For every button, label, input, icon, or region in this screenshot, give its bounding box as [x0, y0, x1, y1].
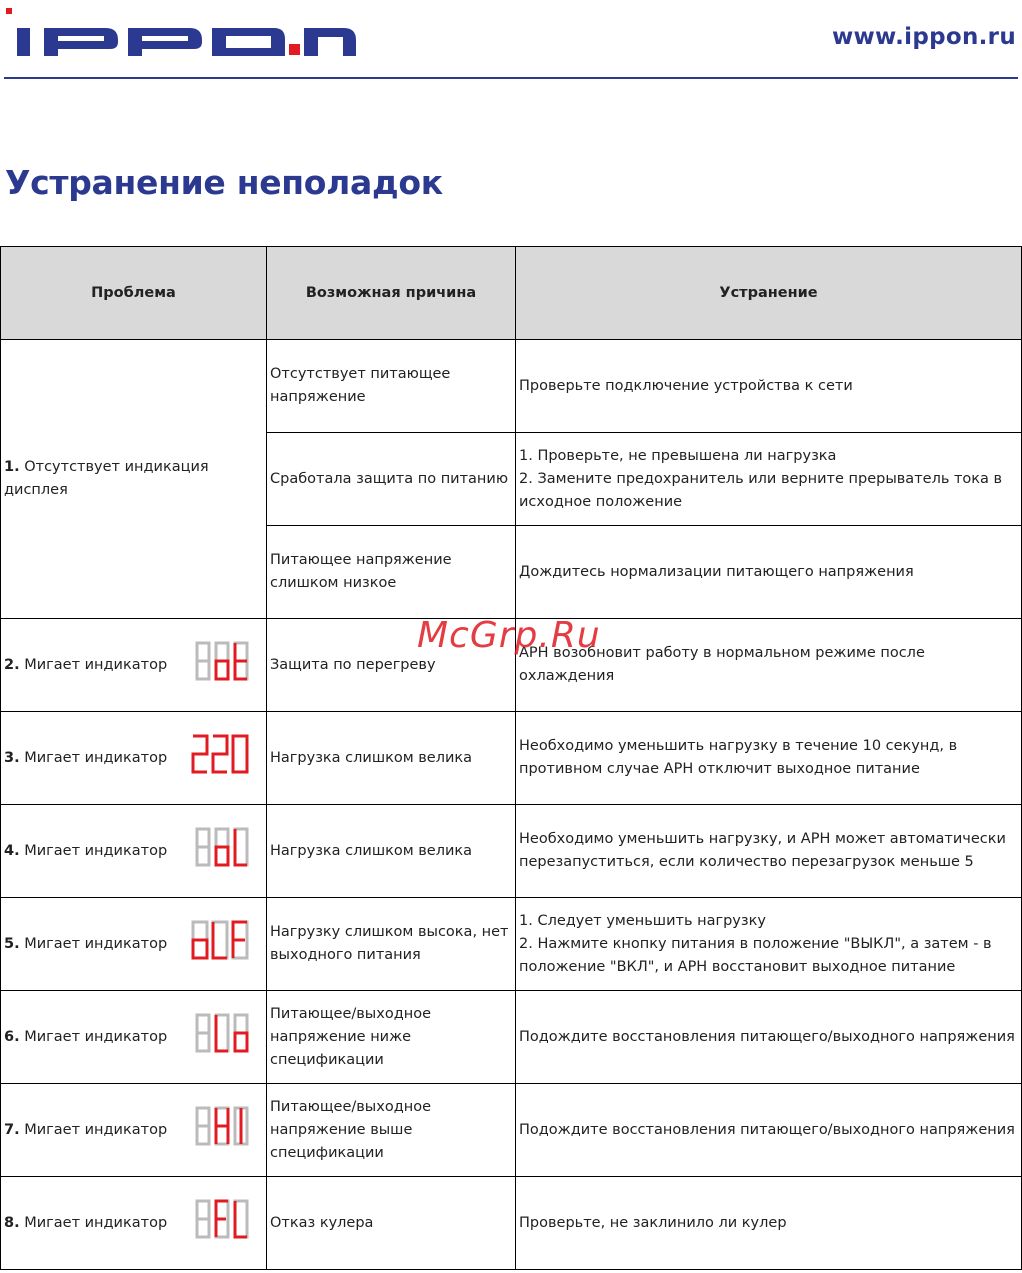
cause-cell: Защита по перегреву	[267, 619, 516, 712]
fix-line: 2. Замените предохранитель или верните прерыватель тока в исходное положение	[519, 470, 1003, 510]
website-link[interactable]: www.ippon.ru	[831, 24, 1016, 50]
problem-cell	[1, 1084, 267, 1177]
problem-number: 7.	[4, 1121, 20, 1138]
problem-cell	[1, 340, 267, 619]
problem-text: Мигает индикатор	[24, 935, 168, 952]
cause-cell: Отказ кулера	[267, 1177, 516, 1270]
cause-cell: Питающее/выходное напряжение ниже спецификации	[267, 991, 516, 1084]
cause-cell: Питающее/выходное напряжение выше спецификации	[267, 1084, 516, 1177]
fix-cell	[516, 898, 1022, 991]
fix-line: Необходимо уменьшить нагрузку в течение 10 секунд, в противном случае АРН отключит выходное питание	[519, 738, 958, 777]
display-indicator-220	[190, 733, 252, 783]
ippon-logo	[6, 8, 356, 62]
problem-number: 5.	[4, 935, 20, 952]
table-row	[1, 805, 1022, 898]
cause-cell: Нагрузка слишком велика	[267, 805, 516, 898]
display-indicator-ot	[194, 640, 252, 690]
fix-cell	[516, 991, 1022, 1084]
segment-display-graphic	[194, 1198, 252, 1240]
problem-number: 1.	[4, 459, 20, 475]
table-header-row	[1, 247, 1022, 340]
troubleshooting-table	[0, 246, 1022, 1270]
fix-cell	[516, 340, 1022, 433]
display-indicator-hi	[194, 1105, 252, 1155]
segment-display-graphic	[190, 919, 252, 961]
fix-line: АРН возобновит работу в нормальном режиме после охлаждения	[519, 645, 925, 684]
problem-cell	[1, 898, 267, 991]
fix-cell	[516, 805, 1022, 898]
fix-line: 2. Нажмите кнопку питания в положение "ВЫКЛ", а затем - в положение "ВКЛ", и АРН восстановит выходное питание	[519, 935, 992, 975]
problem-number: 2.	[4, 656, 20, 673]
fix-line: Проверьте, не заклинило ли кулер	[519, 1214, 787, 1231]
problem-number: 8.	[4, 1214, 20, 1231]
table-row	[1, 712, 1022, 805]
header-cause: Возможная причина	[267, 247, 516, 340]
display-indicator-olf	[190, 919, 252, 969]
segment-display-graphic	[190, 733, 252, 775]
header-problem: Проблема	[1, 247, 267, 340]
fix-line: 1. Проверьте, не превышена ли нагрузка	[519, 447, 837, 464]
problem-text: Мигает индикатор	[24, 1028, 168, 1045]
cause-cell: Отсутствует питающее напряжение	[267, 340, 516, 433]
segment-display-graphic	[194, 826, 252, 868]
fix-cell	[516, 433, 1022, 526]
problem-text: Отсутствует индикация дисплея	[4, 459, 209, 498]
problem-cell	[1, 712, 267, 805]
cause-cell: Питающее напряжение слишком низкое	[267, 526, 516, 619]
display-indicator-ol	[194, 826, 252, 876]
table-row	[1, 991, 1022, 1084]
problem-number: 4.	[4, 842, 20, 859]
problem-number: 6.	[4, 1028, 20, 1045]
fix-cell	[516, 1084, 1022, 1177]
problem-number: 3.	[4, 749, 20, 766]
problem-text: Мигает индикатор	[24, 842, 168, 859]
page-title: Устранение неполадок	[5, 163, 443, 202]
cause-cell: Нагрузку слишком высока, нет выходного питания	[267, 898, 516, 991]
fix-line: Подождите восстановления питающего/выходного напряжения	[519, 1121, 1015, 1138]
problem-cell	[1, 1177, 267, 1270]
fix-line: Подождите восстановления питающего/выходного напряжения	[519, 1028, 1015, 1045]
table-row	[1, 1084, 1022, 1177]
segment-display-graphic	[194, 1105, 252, 1147]
fix-line: 1. Следует уменьшить нагрузку	[519, 912, 766, 929]
problem-text: Мигает индикатор	[24, 656, 168, 673]
header-fix: Устранение	[516, 247, 1022, 340]
display-indicator-lo	[194, 1012, 252, 1062]
problem-text: Мигает индикатор	[24, 749, 168, 766]
segment-display-graphic	[194, 1012, 252, 1054]
table-row	[1, 898, 1022, 991]
fix-cell	[516, 526, 1022, 619]
display-indicator-fl	[194, 1198, 252, 1248]
table-row	[1, 340, 1022, 433]
fix-line: Дождитесь нормализации питающего напряжения	[519, 563, 914, 580]
problem-cell	[1, 991, 267, 1084]
cause-cell: Сработала защита по питанию	[267, 433, 516, 526]
problem-text: Мигает индикатор	[24, 1121, 168, 1138]
table-row	[1, 1177, 1022, 1270]
problem-cell	[1, 805, 267, 898]
segment-display-graphic	[194, 640, 252, 682]
fix-cell	[516, 1177, 1022, 1270]
problem-cell	[1, 619, 267, 712]
problem-text: Мигает индикатор	[24, 1214, 168, 1231]
fix-cell	[516, 712, 1022, 805]
fix-line: Необходимо уменьшить нагрузку, и АРН может автоматически перезапуститься, если количество перезагрузок меньше 5	[519, 831, 1006, 870]
cause-cell: Нагрузка слишком велика	[267, 712, 516, 805]
fix-line: Проверьте подключение устройства к сети	[519, 377, 853, 394]
watermark: McGrp.Ru	[417, 615, 601, 656]
page-header	[0, 0, 1022, 80]
header-divider	[4, 77, 1018, 79]
ippon-logo-graphic	[6, 8, 356, 58]
